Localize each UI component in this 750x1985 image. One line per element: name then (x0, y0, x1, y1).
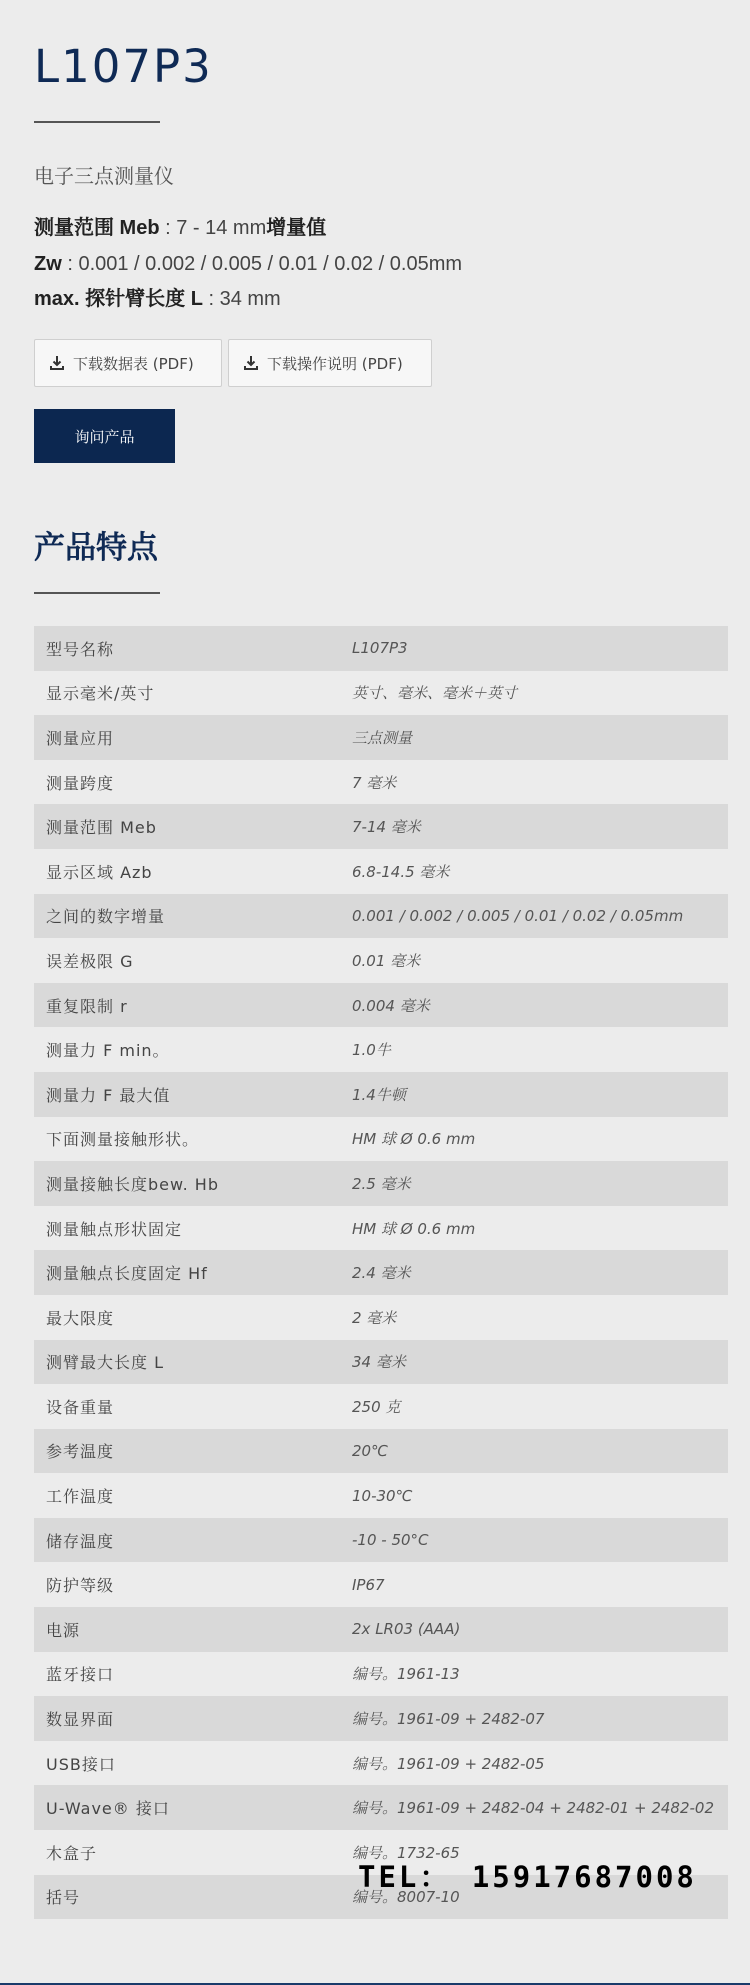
spec-name-cell: 测量应用 (46, 728, 115, 748)
spec-name-cell: 电源 (46, 1620, 81, 1640)
spec-value: : 0.001 / 0.002 / 0.005 / 0.01 / 0.02 / 0.05mm (61, 253, 463, 275)
spec-value-cell: 2 毫米 (352, 1308, 397, 1327)
table-row (34, 1340, 728, 1385)
spec-name-cell: 测量力 F min。 (46, 1041, 170, 1061)
spec-name-cell: U-Wave® 接口 (46, 1799, 170, 1819)
table-row (34, 1027, 728, 1072)
product-title: L107P3 (34, 40, 213, 93)
spec-name-cell: 括号 (46, 1888, 81, 1908)
table-row (34, 1785, 728, 1830)
table-row (34, 715, 728, 760)
spec-name-cell: 测量接触长度bew. Hb (46, 1174, 219, 1194)
spec-value-cell: IP67 (352, 1575, 385, 1594)
table-row (34, 1250, 728, 1295)
spec-name-cell: 误差极限 G (46, 951, 134, 971)
spec-value-cell: 2.5 毫米 (352, 1174, 411, 1193)
table-row (34, 1741, 728, 1786)
spec-name-cell: 参考温度 (46, 1442, 115, 1462)
download-manual-button[interactable] (228, 339, 432, 387)
spec-name-cell: 测量跨度 (46, 773, 115, 793)
spec-value-cell: 英寸、毫米、毫米＋英寸 (352, 684, 518, 703)
download-icon (49, 355, 65, 371)
spec-value-cell: L107P3 (352, 639, 408, 658)
table-row (34, 1072, 728, 1117)
table-row (34, 626, 728, 671)
table-row (34, 1161, 728, 1206)
spec-name-cell: 测量力 F 最大值 (46, 1085, 171, 1105)
table-row (34, 1117, 728, 1162)
table-row (34, 804, 728, 849)
spec-value-cell: 编号。1961-13 (352, 1665, 460, 1684)
spec-value-cell: 三点测量 (352, 728, 413, 747)
spec-value-cell: 6.8-14.5 毫米 (352, 862, 450, 881)
table-row (34, 894, 728, 939)
spec-value-cell: 20℃ (352, 1441, 388, 1460)
spec-name-cell: 最大限度 (46, 1308, 115, 1328)
table-row (34, 1384, 728, 1429)
features-table (34, 626, 728, 1919)
table-row (34, 760, 728, 805)
spec-label: 测量范围 Meb (34, 217, 160, 239)
spec-value: : 34 mm (202, 288, 281, 310)
spec-value-cell: 250 克 (352, 1397, 401, 1416)
table-row (34, 1429, 728, 1474)
table-row (34, 1206, 728, 1251)
spec-value-cell: HM 球 Ø 0.6 mm (352, 1219, 476, 1238)
table-row (34, 849, 728, 894)
spec-name-cell: 设备重量 (46, 1397, 115, 1417)
spec-increment (34, 249, 462, 279)
features-divider (34, 592, 160, 594)
spec-name-cell: 型号名称 (46, 639, 115, 659)
spec-measuring-range (34, 213, 326, 243)
spec-value-cell: 0.01 毫米 (352, 951, 421, 970)
spec-value-cell: 0.004 毫米 (352, 996, 430, 1015)
spec-value-cell: 1.4牛顿 (352, 1085, 406, 1104)
spec-name-cell: 数显界面 (46, 1710, 115, 1730)
spec-name-cell: 测量范围 Meb (46, 818, 157, 838)
spec-name-cell: 重复限制 r (46, 996, 128, 1016)
title-divider (34, 121, 160, 123)
spec-value-cell: 2x LR03 (AAA) (352, 1620, 461, 1639)
table-row (34, 1473, 728, 1518)
product-subtitle: 电子三点测量仪 (34, 164, 174, 188)
spec-value-cell: 10-30℃ (352, 1486, 413, 1505)
spec-name-cell: 下面测量接触形状。 (46, 1130, 200, 1150)
inquire-product-button[interactable]: 询问产品 (34, 409, 175, 463)
spec-value-cell: 编号。1961-09 + 2482-04 + 2482-01 + 2482-02 (352, 1799, 715, 1818)
spec-value-cell: 编号。1961-09 + 2482-07 (352, 1710, 545, 1729)
table-row (34, 1518, 728, 1563)
spec-value-cell: 1.0牛 (352, 1041, 391, 1060)
spec-value-cell: 0.001 / 0.002 / 0.005 / 0.01 / 0.02 / 0.05mm (352, 906, 684, 925)
spec-name-cell: 显示区域 Azb (46, 862, 153, 882)
spec-value-cell: 2.4 毫米 (352, 1264, 411, 1283)
spec-value-cell: 编号。1732-65 (352, 1843, 460, 1862)
spec-name-cell: 储存温度 (46, 1531, 115, 1551)
spec-name-cell: 防护等级 (46, 1576, 115, 1596)
table-row (34, 671, 728, 716)
download-icon (243, 355, 259, 371)
spec-name-cell: 测量触点长度固定 Hf (46, 1264, 208, 1284)
table-row (34, 938, 728, 983)
spec-name-cell: 测量触点形状固定 (46, 1219, 183, 1239)
download-datasheet-label: 下载数据表 (PDF) (73, 354, 194, 373)
spec-value-cell: 7 毫米 (352, 773, 397, 792)
download-datasheet-button[interactable] (34, 339, 222, 387)
spec-arm-length (34, 284, 281, 314)
spec-value: : 7 - 14 mm (159, 217, 267, 239)
table-row (34, 983, 728, 1028)
spec-name-cell: 显示毫米/英寸 (46, 684, 155, 704)
spec-value-cell: 7-14 毫米 (352, 818, 421, 837)
spec-value-cell: 编号。8007-10 (352, 1888, 460, 1907)
download-manual-label: 下载操作说明 (PDF) (267, 354, 403, 373)
table-row (34, 1295, 728, 1340)
spec-name-cell: 蓝牙接口 (46, 1665, 115, 1685)
table-row (34, 1696, 728, 1741)
table-row (34, 1562, 728, 1607)
table-row (34, 1652, 728, 1697)
spec-name-cell: 之间的数字增量 (46, 907, 166, 927)
spec-name-cell: 木盒子 (46, 1843, 98, 1863)
tel-watermark: TEL： 15917687008 (358, 1860, 697, 1894)
spec-name-cell: 测臂最大长度 L (46, 1353, 165, 1373)
spec-value-cell: HM 球 Ø 0.6 mm (352, 1130, 476, 1149)
spec-label: 增量值 (266, 217, 327, 239)
spec-name-cell: 工作温度 (46, 1487, 115, 1507)
features-title: 产品特点 (34, 530, 158, 566)
spec-value-cell: -10 - 50°C (352, 1531, 429, 1550)
spec-name-cell: USB接口 (46, 1754, 116, 1774)
spec-value-cell: 编号。1961-09 + 2482-05 (352, 1754, 545, 1773)
spec-label: max. 探针臂长度 L (34, 288, 203, 310)
table-row (34, 1607, 728, 1652)
spec-label: Zw (34, 253, 62, 275)
spec-value-cell: 34 毫米 (352, 1353, 406, 1372)
